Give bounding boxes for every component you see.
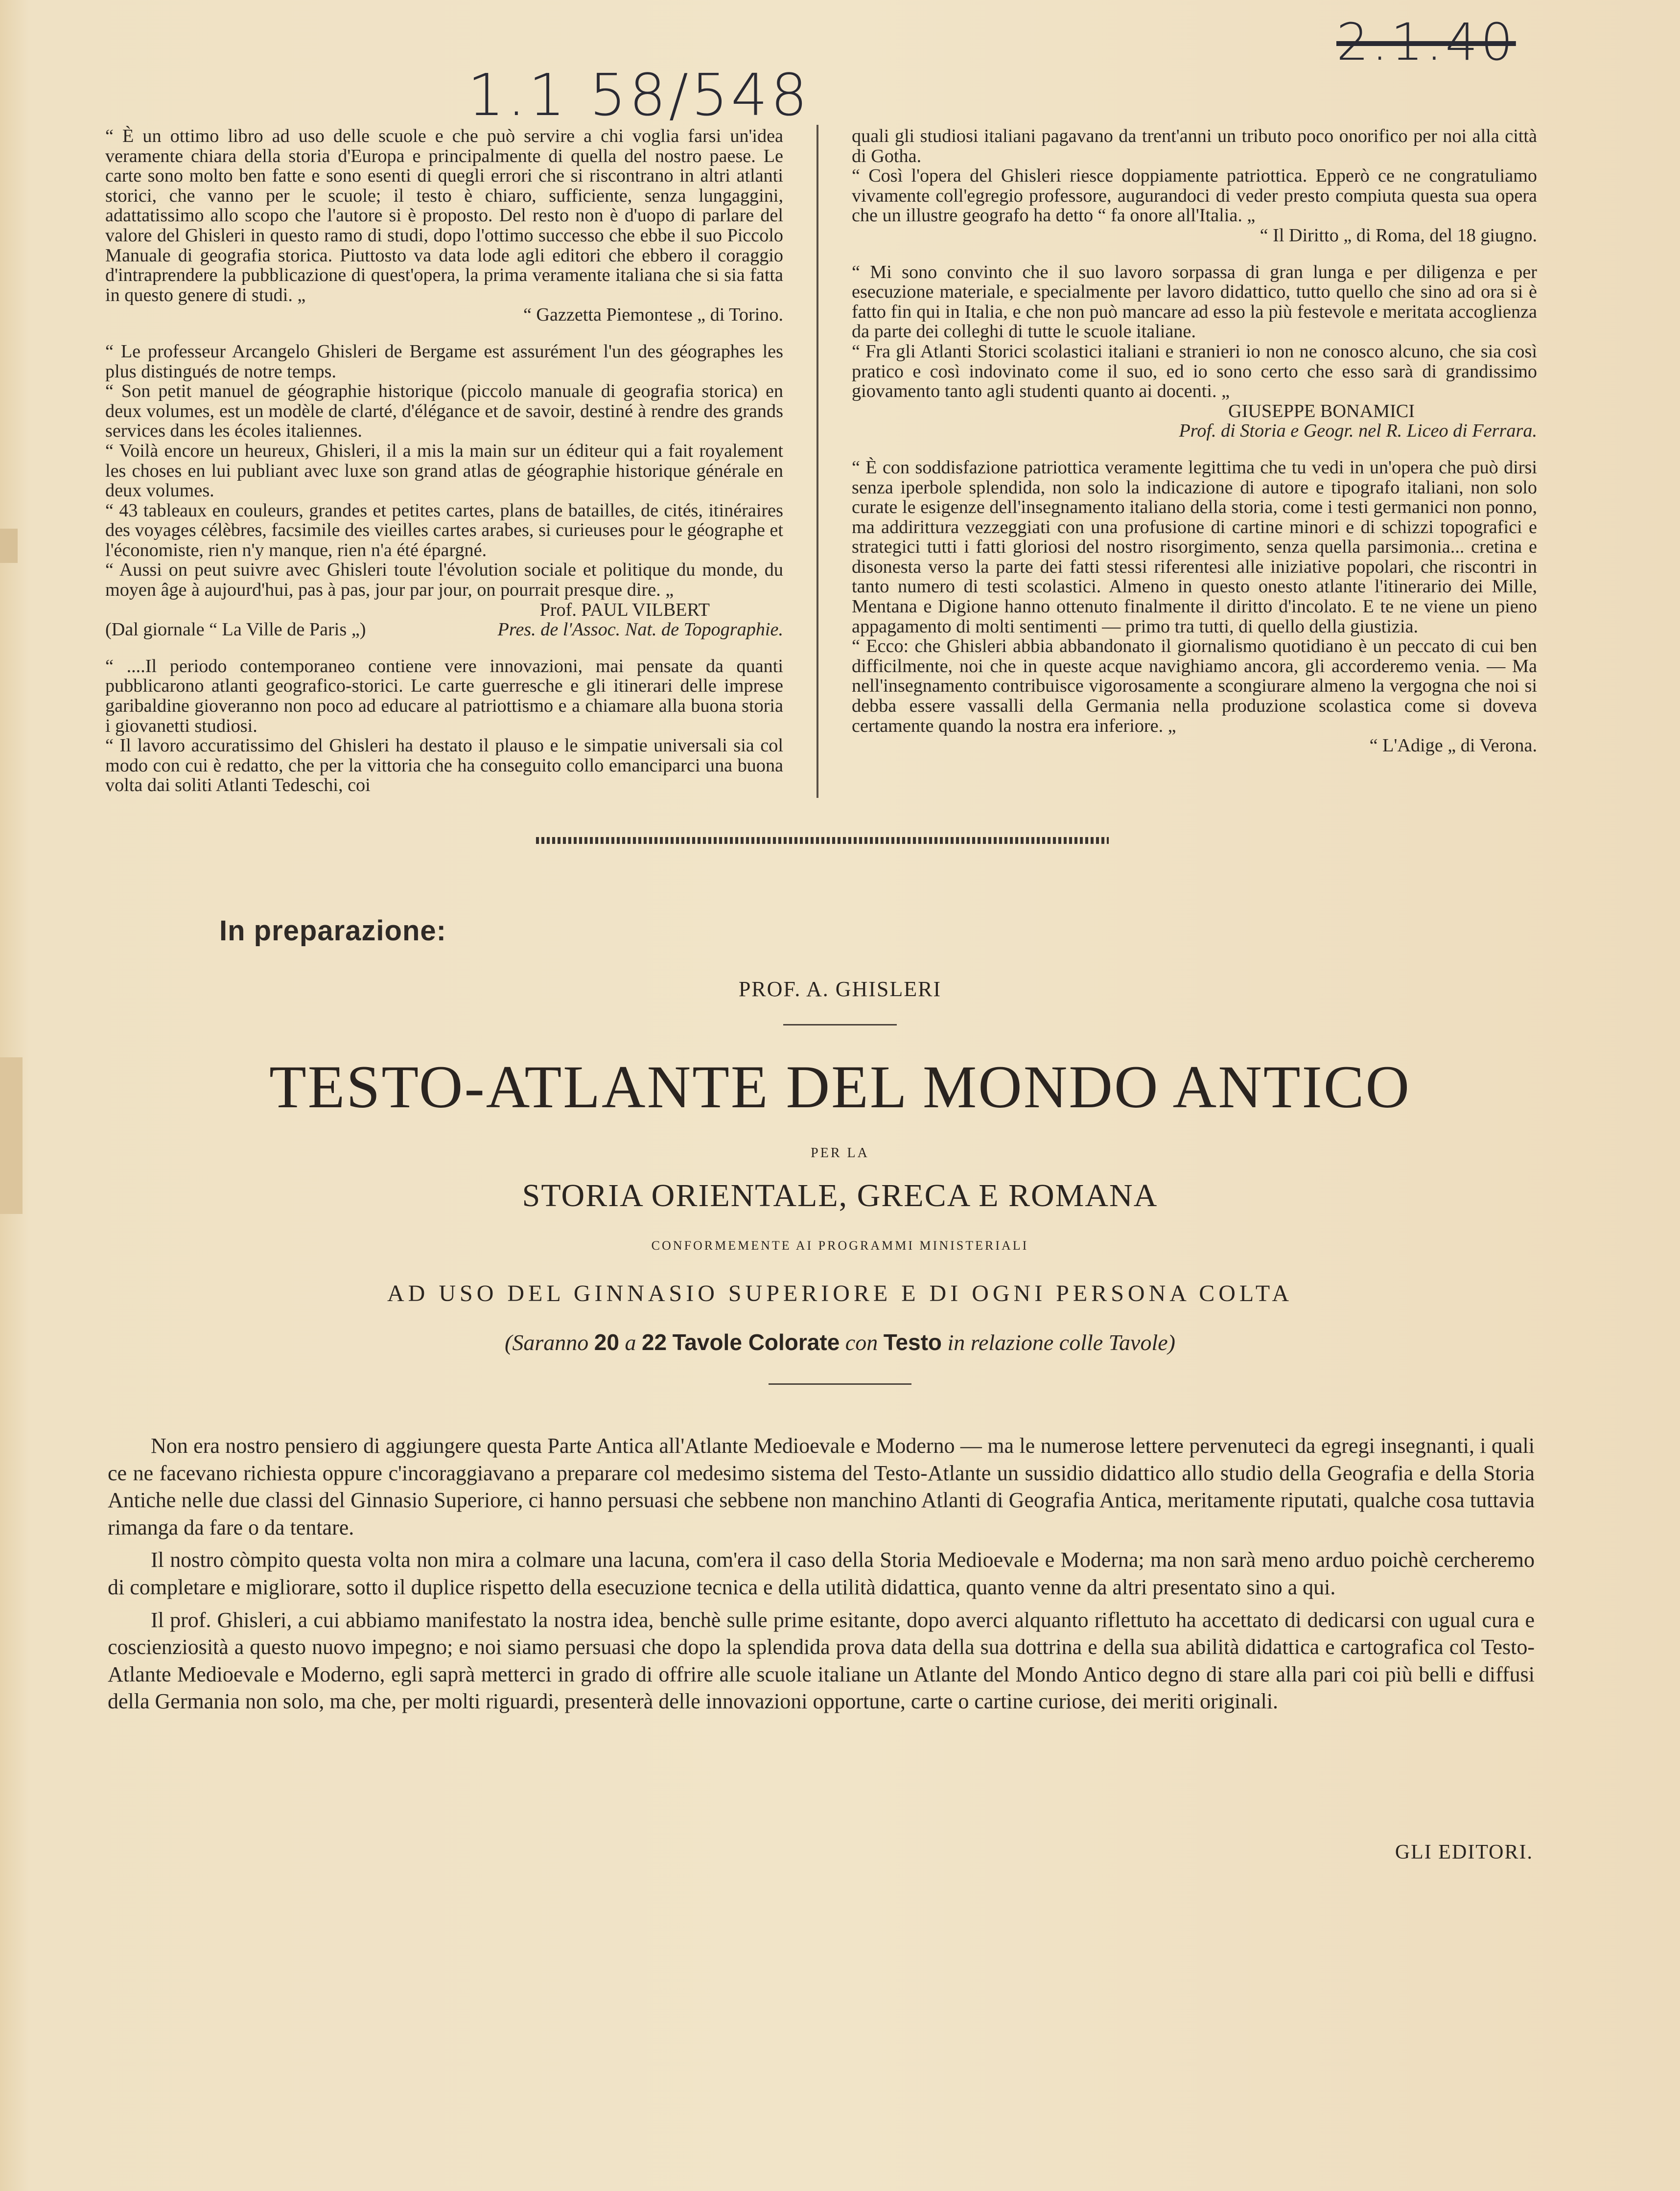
left-edge-shadow: [0, 529, 18, 563]
signature: GLI EDITORI.: [1395, 1841, 1533, 1864]
quote-paragraph: quali gli studiosi italiani pagavano da trent'anni un tributo poco onorifico per noi alla città di Gotha.: [852, 126, 1537, 166]
quote-author: GIUSEPPE BONAMICI: [1228, 400, 1415, 421]
quote-author-title: Prof. di Storia e Geogr. nel R. Liceo di Ferrara.: [1179, 420, 1537, 442]
plates-a: a: [625, 1330, 636, 1355]
announcement-heading: In preparazione:: [219, 915, 446, 947]
title-rule-top: [783, 1024, 897, 1026]
quote-source: “ Il Diritto „ di Roma, del 18 giugno.: [1260, 225, 1537, 246]
quote-source: “ Gazzetta Piemontese „ di Torino.: [523, 304, 783, 326]
quote-paragraph: “ È con soddisfazione patriottica veramente legittima che tu vedi in un'opera che può dirsi senza iperbole splendida, non solo la indicazione di autore e tipografo italiani, non solo curate le esigenze dell'insegnamento italiano della storia, come i testi germanici non ponno, ma addirittura vezzeggiati con una profusione di cartine minori e di schizzi topografici e strategici tutti i fatti gloriosi del nostro risorgimento, senza quella parsimonia... cretina e disonesta verso la parte dei fatti stessi riferentesi alle iniziative popolari, che riscontri in tanto numero di testi scolastici. Almeno in questo onesto atlante l'itinerario dei Mille, Mentana e Digione hanno ottenuto finalmente il diritto d'incolato. E te ne viene un pieno appagamento di molti sentimenti — primo tra tutti, di quello della giustizia.: [852, 457, 1537, 637]
handwritten-shelf-mark: 1.1 58/548: [467, 61, 811, 129]
plates-con: con: [845, 1330, 878, 1355]
plates-n2: 22: [641, 1329, 667, 1355]
quote-author-title: Pres. de l'Assoc. Nat. de Topographie.: [497, 619, 783, 640]
quote-paragraph: “ Aussi on peut suivre avec Ghisleri toute l'évolution sociale et politique du monde, du moyen âge à aujourd'hui, pas à pas, jour par jour, on pourrait presque dire. „: [105, 559, 783, 601]
quote-source: “ L'Adige „ di Verona.: [1369, 735, 1537, 756]
quote-paragraph: “ ....Il periodo contemporaneo contiene vere innovazioni, mai pensate da quanti pubblicarono atlanti geografico-storici. Le carte guerresche e gli itinerari delle imprese garibaldine gioveranno non poco ad educare al patriottismo e a chiamare alla buona storia i giovanetti studiosi.: [105, 655, 783, 736]
quote-paragraph: “ Mi sono convinto che il suo lavoro sorpassa di gran lunga e per diligenza e per esecuzione materiale, e specialmente per lavoro didattico, tutto quello che sino ad ora si è fatto fin qui in Italia, e che non può mancare ad esso la più festevole e meritata accoglienza da parte dei colleghi di tutte le scuole italiane.: [852, 261, 1537, 342]
book-subtitle: STORIA ORIENTALE, GRECA E ROMANA: [522, 1178, 1158, 1213]
right-column: [852, 126, 1537, 756]
quote-author: Prof. PAUL VILBERT: [539, 599, 710, 620]
quote-source: (Dal giornale “ La Ville de Paris „): [105, 619, 366, 640]
body-paragraph: Non era nostro pensiero di aggiungere questa Parte Antica all'Atlante Medioevale e Moderno — ma le numerose lettere pervenuteci da egregi insegnanti, i quali ce ne facevano richiesta oppure c'incoraggiavano a preparare col medesimo sistema del Testo-Atlante un sussidio didattico allo studio della Geografia e della Storia Antiche nelle due classi del Ginnasio Superiore, ci hanno persuasi che sebbene non manchino Atlanti di Geografia Antica, meritamente riputati, qualche cosa tuttavia rimanga da fare o da tentare.: [108, 1434, 1535, 1539]
book-plates-note: [0, 1329, 1680, 1355]
book-title: TESTO-ATLANTE DEL MONDO ANTICO: [269, 1053, 1411, 1120]
quote-paragraph: “ È un ottimo libro ad uso delle scuole e che può servire a chi voglia farsi un'idea veramente chiara della storia d'Europa e principalmente di quella del nostro paese. Le carte sono molto ben fatte e sono esenti di quegli errori che si riscontrano in altri atlanti storici, che vanno per le scuole; il testo è chiaro, sufficiente, senza lungaggini, adattatissimo allo scopo che l'autore si è proposto. Del resto non è d'uopo di parlare del valore del Ghisleri in questo ramo di studi, dopo l'ottimo successo che ebbe il suo Piccolo Manuale di geografia storica. Piuttosto va data lode agli editori che ebbero il coraggio d'intraprendere la pubblicazione di quest'opera, la prima veramente italiana che si sia fatta in questo genere di studi. „: [105, 126, 783, 305]
left-column: [105, 126, 783, 795]
handwritten-corner-note: 2.1.40: [1336, 12, 1516, 72]
body-paragraph: Il nostro còmpito questa volta non mira a colmare una lacuna, com'era il caso della Storia Medioevale e Moderna; ma non sarà meno arduo poichè cercheremo di completare e migliorare, sotto il duplice rispetto della esecuzione tecnica e della utilità didattica, quanto venne da altri presentato sino a qui.: [108, 1548, 1535, 1599]
plates-n1: 20: [594, 1329, 619, 1355]
plates-testo: Testo: [883, 1329, 942, 1355]
editors-note: [108, 1432, 1535, 1715]
title-rule-bottom: [769, 1383, 911, 1385]
book-author: PROF. A. GHISLERI: [738, 977, 942, 1001]
quote-paragraph: “ Fra gli Atlanti Storici scolastici italiani e stranieri io non ne conosco alcuno, che sia così pratico e così indovinato come il suo, ed io sono certo che esso sarà di grandissimo giovamento tanto agli studenti quanto ai docenti. „: [852, 341, 1537, 402]
quote-source-line: [105, 620, 783, 640]
body-paragraph: Il prof. Ghisleri, a cui abbiamo manifestato la nostra idea, benchè sulle prime esitante, dopo averci alquanto riflettuto ha accettato di dedicarsi con ugual cura e coscienziosità a questo nuovo impegno; e noi siamo persuasi che dopo la splendida prova data della sua dottrina e della sua abilità didattica e cartografica col Testo-Atlante Medioevale e Moderno, egli saprà metterci in grado di offrire alle scuole italiane un Atlante del Mondo Antico degno di stare alla pari coi più belli e diffusi della Germania non solo, ma che, per molti riguardi, presenterà delle innovazioni opportune, carte o cartine curiose, dei meriti originali.: [108, 1608, 1535, 1714]
plates-rel: in relazione colle Tavole): [947, 1330, 1175, 1355]
quote-paragraph: “ Le professeur Arcangelo Ghisleri de Bergame est assurément l'un des géographes les plus distingués de notre temps.: [105, 341, 783, 382]
book-conformity: CONFORMEMENTE AI PROGRAMMI MINISTERIALI: [651, 1238, 1029, 1253]
quote-paragraph: “ Il lavoro accuratissimo del Ghisleri ha destato il plauso e le simpatie universali sia col modo con cui è redatto, che per la vittoria che ha conseguito collo emanciparci una buona volta dai soliti Atlanti Tedeschi, coi: [105, 735, 783, 796]
plates-colored: Tavole Colorate: [672, 1329, 840, 1355]
quote-paragraph: “ Così l'opera del Ghisleri riesce doppiamente patriottica. Epperò ce ne congratuliamo vivamente coll'egregio professore, augurandoci di veder presto compiuta questa sua opera che un illustre geografo ha detto “ fa onore all'Italia. „: [852, 165, 1537, 226]
quote-paragraph: “ Ecco: che Ghisleri abbia abbandonato il giornalismo quotidiano è un peccato di cui ben difficilmente, noi che in queste acque navighiamo ancora, gli accorderemo venia. — Ma nell'insegnamento contribuisce vigorosamente a scongiurare almeno la vergogna che noi si debba essere vassalli della Germania nella produzione scolastica come si doveva certamente quando la nostra era inferiore. „: [852, 636, 1537, 736]
book-usage: AD USO DEL GINNASIO SUPERIORE E DI OGNI PERSONA COLTA: [387, 1281, 1293, 1306]
column-divider: [817, 125, 818, 798]
plates-open: (Saranno: [505, 1330, 589, 1355]
quote-paragraph: “ Son petit manuel de géographie historique (piccolo manuale di geografia storica) en deux volumes, est un modèle de clarté, d'élégance et de savoir, destiné à rendre des grands services dans les écoles italiennes.: [105, 381, 783, 442]
dotted-separator: [536, 837, 1109, 844]
quote-paragraph: “ 43 tableaux en couleurs, grandes et petites cartes, plans de batailles, de cités, itinéraires des voyages célèbres, facsimile des vieilles cartes arabes, si curieuses pour le géographe et l'économiste, rien n'y manque, rien n'a été épargné.: [105, 500, 783, 560]
book-per-la: PER LA: [811, 1145, 869, 1161]
quote-paragraph: “ Voilà encore un heureux, Ghisleri, il a mis la main sur un éditeur qui a fait royalement les choses en lui publiant avec luxe son grand atlas de géographie historique générale en deux volumes.: [105, 440, 783, 501]
